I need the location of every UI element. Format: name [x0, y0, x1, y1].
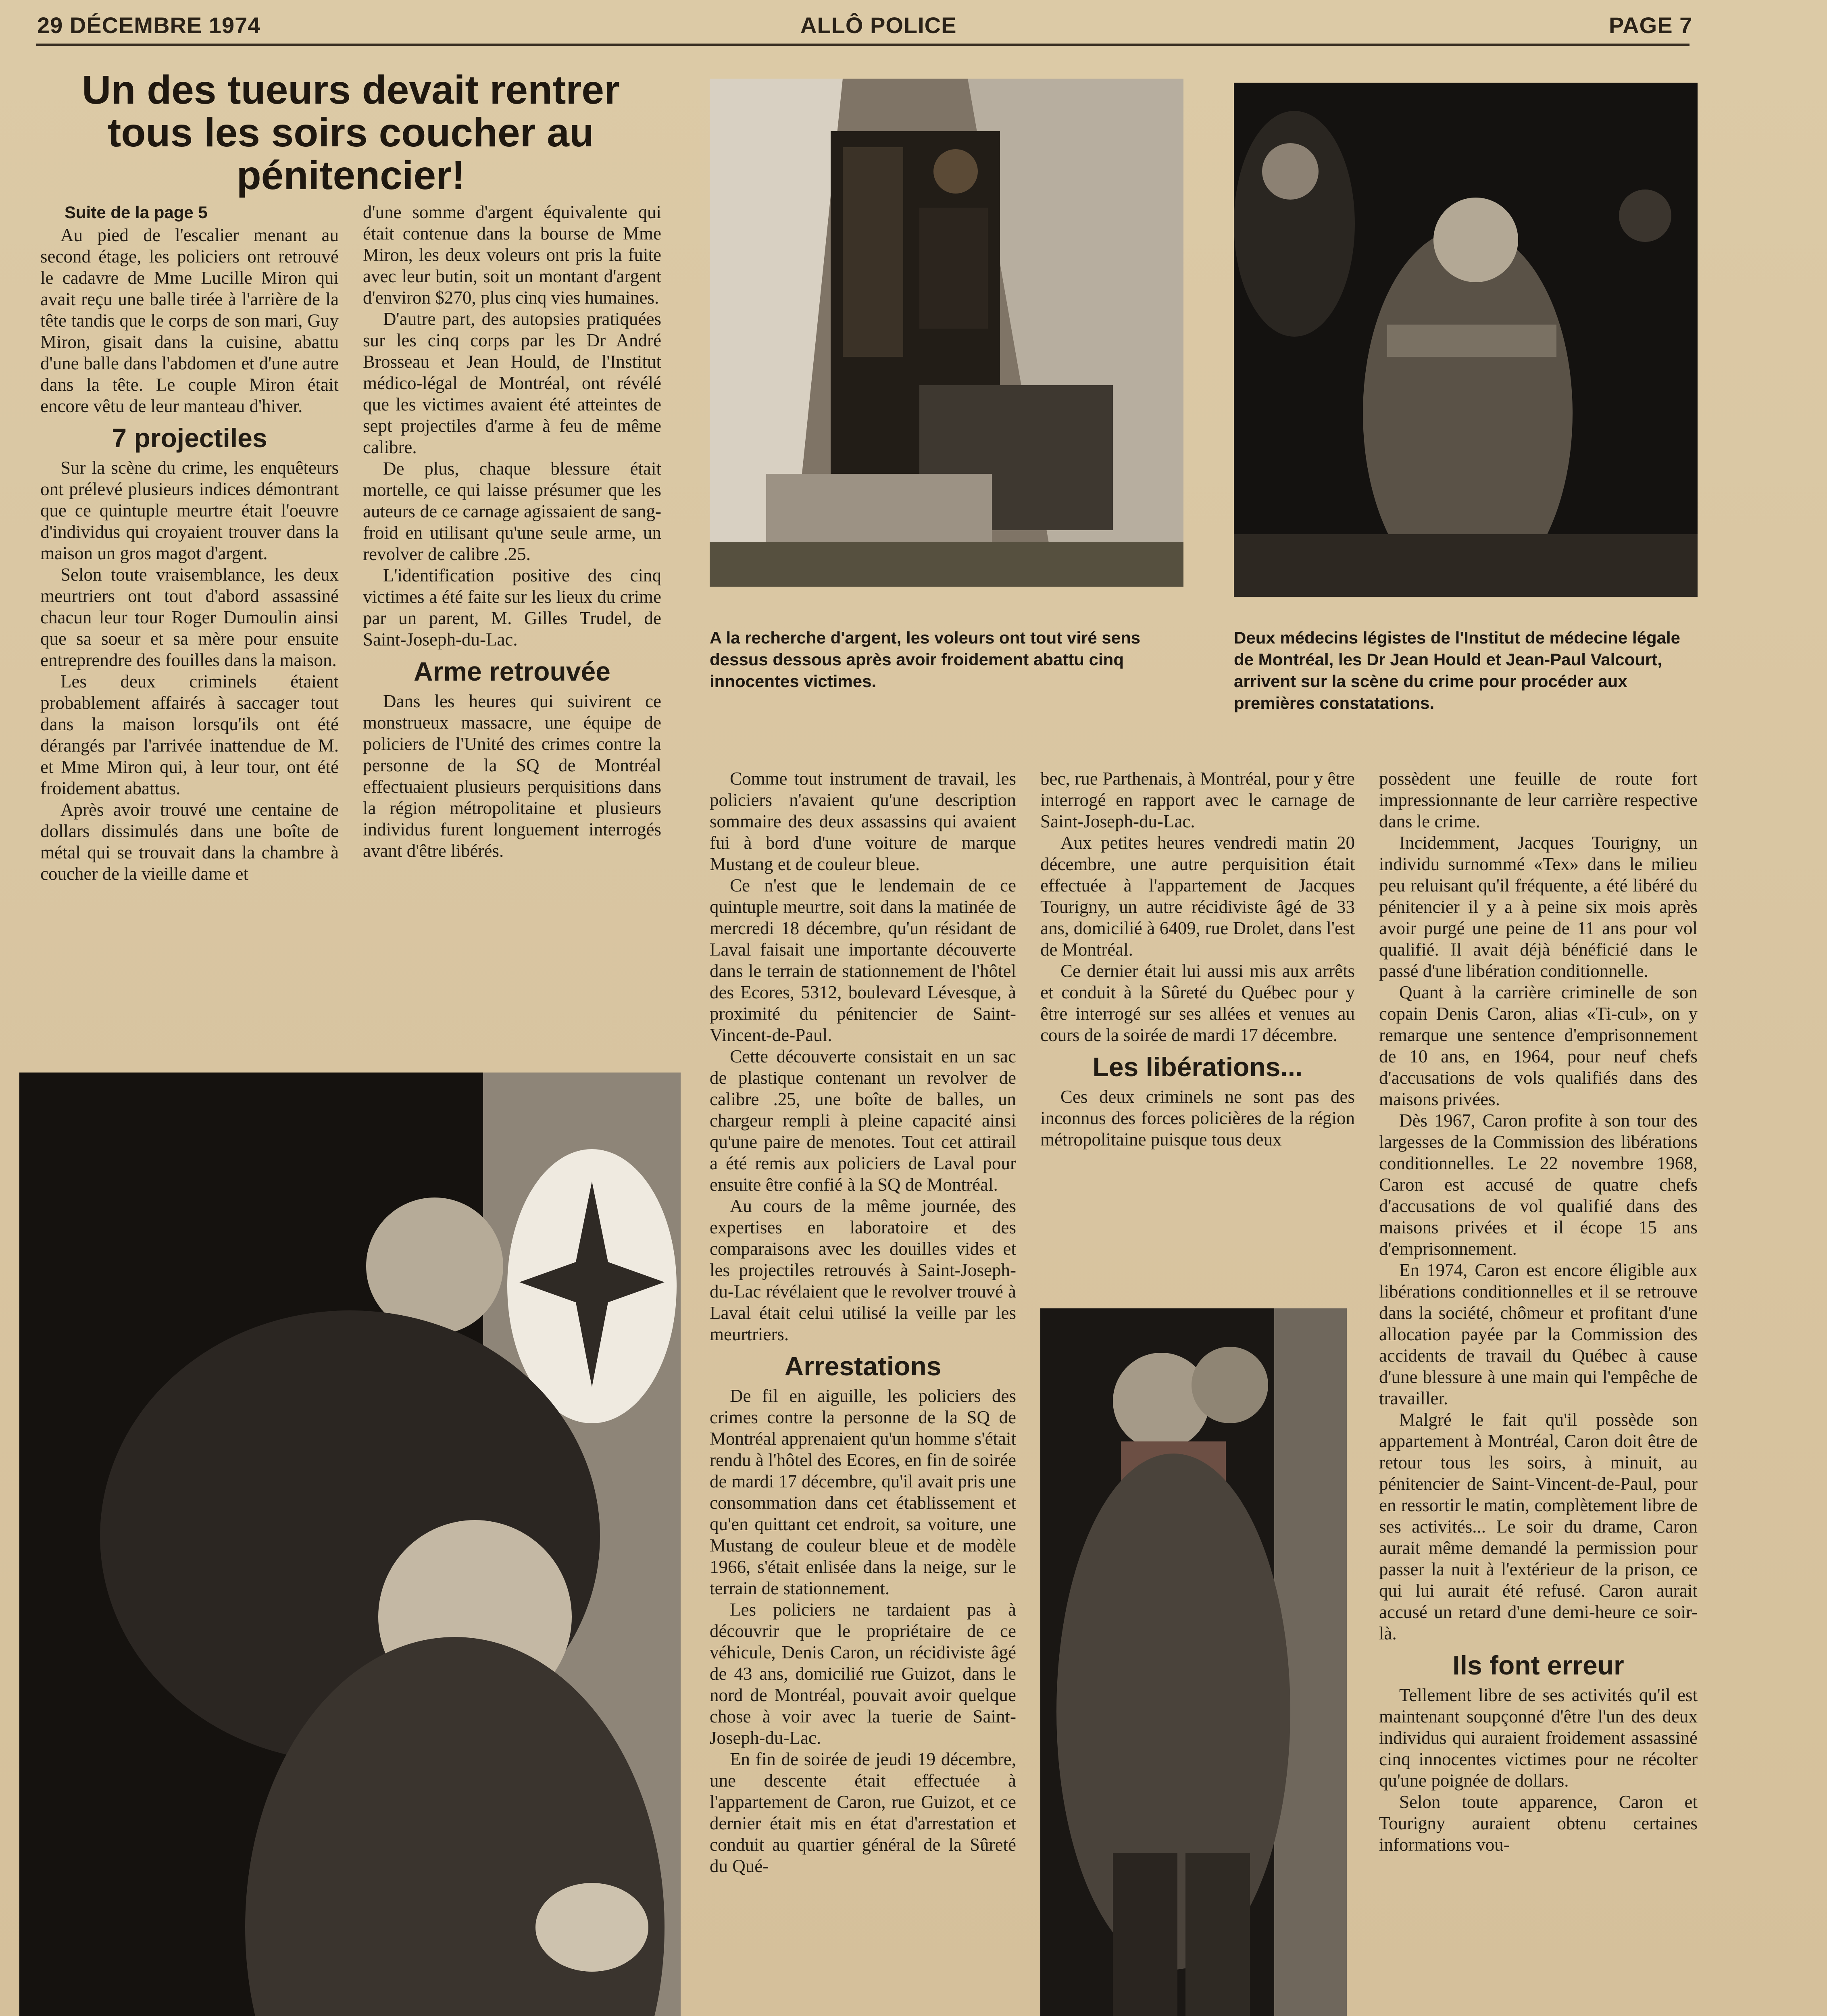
paragraph: Selon toute vraisemblance, les deux meurtriers ont tout d'abord assassiné chacun leur tour Roger Dumoulin ainsi que sa soeur et sa mère pour ensuite entreprendre des fouilles dans la maison.: [40, 564, 339, 670]
subheading-arme-retrouvee: Arme retrouvée: [414, 656, 610, 686]
paragraph: Tellement libre de ses activités qu'il est maintenant soupçonné d'être l'un des deux individus qui auraient froidement assassiné cinq innocentes victimes pour ne récolter qu'une poignée de dollars.: [1379, 1685, 1698, 1791]
photo-medical-examiners-image: [1234, 83, 1698, 597]
header-rule: [36, 44, 1690, 46]
paragraph: Ce dernier était lui aussi mis aux arrêts et conduit à la Sûreté du Québec pour y être interrogé sur ses allées et venues au cours de la soirée de mardi 17 décembre.: [1040, 961, 1355, 1045]
paragraph: Aux petites heures vendredi matin 20 décembre, une autre perquisition était effectuée à l'appartement de Jacques Tourigny, un autre récidiviste âgé de 33 ans, domicilié à 6409, rue Drolet, dans l'est de Montréal.: [1040, 833, 1355, 960]
subheading-ils-font-erreur: Ils font erreur: [1452, 1650, 1624, 1680]
paragraph: Sur la scène du crime, les enquêteurs ont prélevé plusieurs indices démontrant que ce quintuple meurtre était l'oeuvre d'individus qui croyaient trouver dans la maison un gros magot d'argent.: [40, 458, 339, 563]
article-column-5: [1379, 768, 1698, 1856]
article-column-1: [40, 202, 339, 885]
paragraph: Les deux criminels étaient probablement affairés à saccager tout dans la maison lorsqu'ils ont été dérangés par l'arrivée inattendue de M. et Mme Miron qui, à leur tour, ont été froidement abattus.: [40, 671, 339, 798]
paragraph: Malgré le fait qu'il possède son appartement à Montréal, Caron doit être de retour tous les soirs, à minuit, au pénitencier de Saint-Vincent-de-Paul, pour en ressortir le matin, complètement libre de ses activités... Le soir du drame, Caron aurait même demandé la permission pour passer la nuit à l'extérieur de la prison, ce qui lui aurait été refusé. Caron aurait accusé un retard d'une demi-heure ce soir-là.: [1379, 1410, 1698, 1643]
paragraph: Dans les heures qui suivirent ce monstrueux massacre, une équipe de policiers de l'Unité des crimes contre la personne de la SQ de Montréal effectuaient plusieurs perquisitions dans la région métropolitaine et plusieurs individus furent longuement interrogés avant d'être libérés.: [363, 691, 661, 861]
paragraph: Dès 1967, Caron profite à son tour des largesses de la Commission des libérations conditionnelles. Le 22 novembre 1968, Caron est accusé de quatre chefs d'accusations de vol qualifié dans des maisons privées et il écope 15 ans d'emprisonnement.: [1379, 1110, 1698, 1259]
paragraph: Après avoir trouvé une centaine de dollars dissimulés dans une boîte de métal qui se trouvait dans la chambre à coucher de la vieille dame et: [40, 800, 339, 884]
paragraph: De fil en aiguille, les policiers des crimes contre la personne de la SQ de Montréal apprenaient qu'un homme s'était rendu à l'hôtel des Ecores, en fin de soirée de mardi 17 décembre, qu'il avait pris une consommation dans cet établissement et qu'en quittant cet endroit, sa voiture, une Mustang de couleur bleue et de modèle 1966, s'était enlisée dans la neige, sur le terrain de stationnement.: [710, 1386, 1016, 1598]
headline: Un des tueurs devait rentrer tous les soirs coucher au pénitencier!: [82, 67, 620, 198]
paragraph: Au pied de l'escalier menant au second étage, les policiers ont retrouvé le cadavre de Mme Lucille Miron qui avait reçu une balle tirée à l'arrière de la tête tandis que le corps de son mari, Guy Miron, gisait dans la cuisine, abattu d'une balle dans l'abdomen et d'une autre dans la tête. Le couple Miron était encore vêtu de leur manteau d'hiver.: [40, 225, 339, 416]
header-publication: ALLÔ POLICE: [800, 12, 957, 38]
paragraph: Au cours de la même journée, des expertises en laboratoire et des comparaisons avec les douilles vides et les projectiles retrouvés à Saint-Joseph-du-Lac révélaient que le revolver trouvé à Laval était celui utilisé la veille par les meurtriers.: [710, 1196, 1016, 1344]
paragraph: Quant à la carrière criminelle de son copain Denis Caron, alias «Ti-cul», on y remarque une sentence d'emprisonnement de 10 ans, en 1964, pour neuf chefs d'accusations de vols qualifiés dans des maisons privées.: [1379, 982, 1698, 1109]
header-date: 29 DÉCEMBRE 1974: [37, 12, 261, 38]
paragraph: Comme tout instrument de travail, les policiers n'avaient qu'une description sommaire des deux assassins qui avaient fui à bord d'une voiture de marque Mustang et de couleur bleue.: [710, 768, 1016, 874]
paragraph: Ces deux criminels ne sont pas des inconnus des forces policières de la région métropolitaine puisque tous deux: [1040, 1087, 1355, 1150]
paragraph: L'identification positive des cinq victimes a été faite sur les lieux du crime par un parent, M. Gilles Trudel, de Saint-Joseph-du-Lac.: [363, 565, 661, 650]
photo-jacques-tourigny-image: [1040, 1308, 1347, 2016]
article-column-2: [363, 202, 661, 862]
photo-medical-examiners: [1234, 83, 1698, 597]
paragraph: Ce n'est que le lendemain de ce quintuple meurtre, soit dans la matinée de mercredi 18 décembre, qu'un résidant de Laval faisait une importante découverte dans le terrain de stationnement de l'hôtel des Ecores, 5312, boulevard Lévesque, à proximité du pénitencier de Saint-Vincent-de-Paul.: [710, 875, 1016, 1045]
paragraph: De plus, chaque blessure était mortelle, ce qui laisse présumer que les auteurs de ce carnage agissaient de sang-froid en utilisant qu'une seule arme, un revolver de calibre .25.: [363, 458, 661, 564]
photo-denis-caron: [19, 1073, 681, 2016]
paragraph: Incidemment, Jacques Tourigny, un individu surnommé «Tex» dans le milieu peu reluisant qu'il fréquente, a été libéré du pénitencier il y a à peine six mois après avoir purgé une peine de 11 ans pour vol qualifié. Il avait déjà bénéficié dans le passé d'une libération conditionnelle.: [1379, 833, 1698, 981]
continued-note: Suite de la page 5: [65, 203, 208, 222]
paragraph: En 1974, Caron est encore éligible aux libérations conditionnelles et il se retrouve dans la société, chômeur et profitant d'une allocation payée par la Commission des accidents de travail du Québec à cause d'une blessure à une main qui l'empêche de travailler.: [1379, 1260, 1698, 1408]
header-page: PAGE 7: [1609, 12, 1693, 38]
photo-denis-caron-image: [19, 1073, 681, 2016]
article-column-4: [1040, 768, 1355, 1150]
caption-doctors: Deux médecins légistes de l'Institut de médecine légale de Montréal, les Dr Jean Hould et Jean-Paul Valcourt, arrivent sur la scène du crime pour procéder aux premières constatations.: [1234, 628, 1681, 712]
subheading-projectiles: 7 projectiles: [112, 423, 267, 453]
paragraph: possèdent une feuille de route fort impressionnante de leur carrière respective dans le crime.: [1379, 768, 1698, 831]
subheading-arrestations: Arrestations: [784, 1351, 942, 1381]
paragraph: Cette découverte consistait en un sac de plastique contenant un revolver de calibre .25, une boîte de balles, un chargeur rempli à pleine capacité ainsi qu'une paire de menotes. Tout cet attirail a été remis aux policiers de Laval pour ensuite être confié à la SQ de Montréal.: [710, 1046, 1016, 1195]
paragraph: En fin de soirée de jeudi 19 décembre, une descente était effectuée à l'appartement de Caron, rue Guizot, et ce dernier était mis en état d'arrestation et conduit au quartier général de la Sûreté du Qué-: [710, 1749, 1016, 1876]
paragraph: Les policiers ne tardaient pas à découvrir que le propriétaire de ce véhicule, Denis Caron, un récidiviste âgé de 43 ans, domicilié rue Guizot, dans le nord de Montréal, pouvait avoir quelque chose à voir avec la tuerie de Saint-Joseph-du-Lac.: [710, 1599, 1016, 1748]
subheading-liberations: Les libérations...: [1092, 1052, 1303, 1082]
article-column-3: [710, 768, 1016, 1877]
photo-ransacked-room-image: [710, 79, 1183, 587]
paragraph: Selon toute apparence, Caron et Tourigny auraient obtenu certaines informations vou-: [1379, 1792, 1698, 1855]
paragraph: D'autre part, des autopsies pratiquées sur les cinq corps par les Dr André Brosseau et Jean Hould, de l'Institut médico-légal de Montréal, ont révélé que les victimes avaient été atteintes de sept projectiles d'arme à feu de même calibre.: [363, 309, 661, 457]
photo-jacques-tourigny: [1040, 1308, 1347, 2016]
caption-room: A la recherche d'argent, les voleurs ont tout viré sens dessus dessous après avoir froidement abattu cinq innocentes victimes.: [710, 628, 1141, 691]
photo-ransacked-room: [710, 79, 1183, 587]
paragraph: d'une somme d'argent équivalente qui était contenue dans la bourse de Mme Miron, les deux voleurs ont pris la fuite avec leur butin, soit un montant d'argent d'environ $270, plus cinq vies humaines.: [363, 202, 661, 308]
paragraph: bec, rue Parthenais, à Montréal, pour y être interrogé en rapport avec le carnage de Saint-Joseph-du-Lac.: [1040, 768, 1355, 831]
